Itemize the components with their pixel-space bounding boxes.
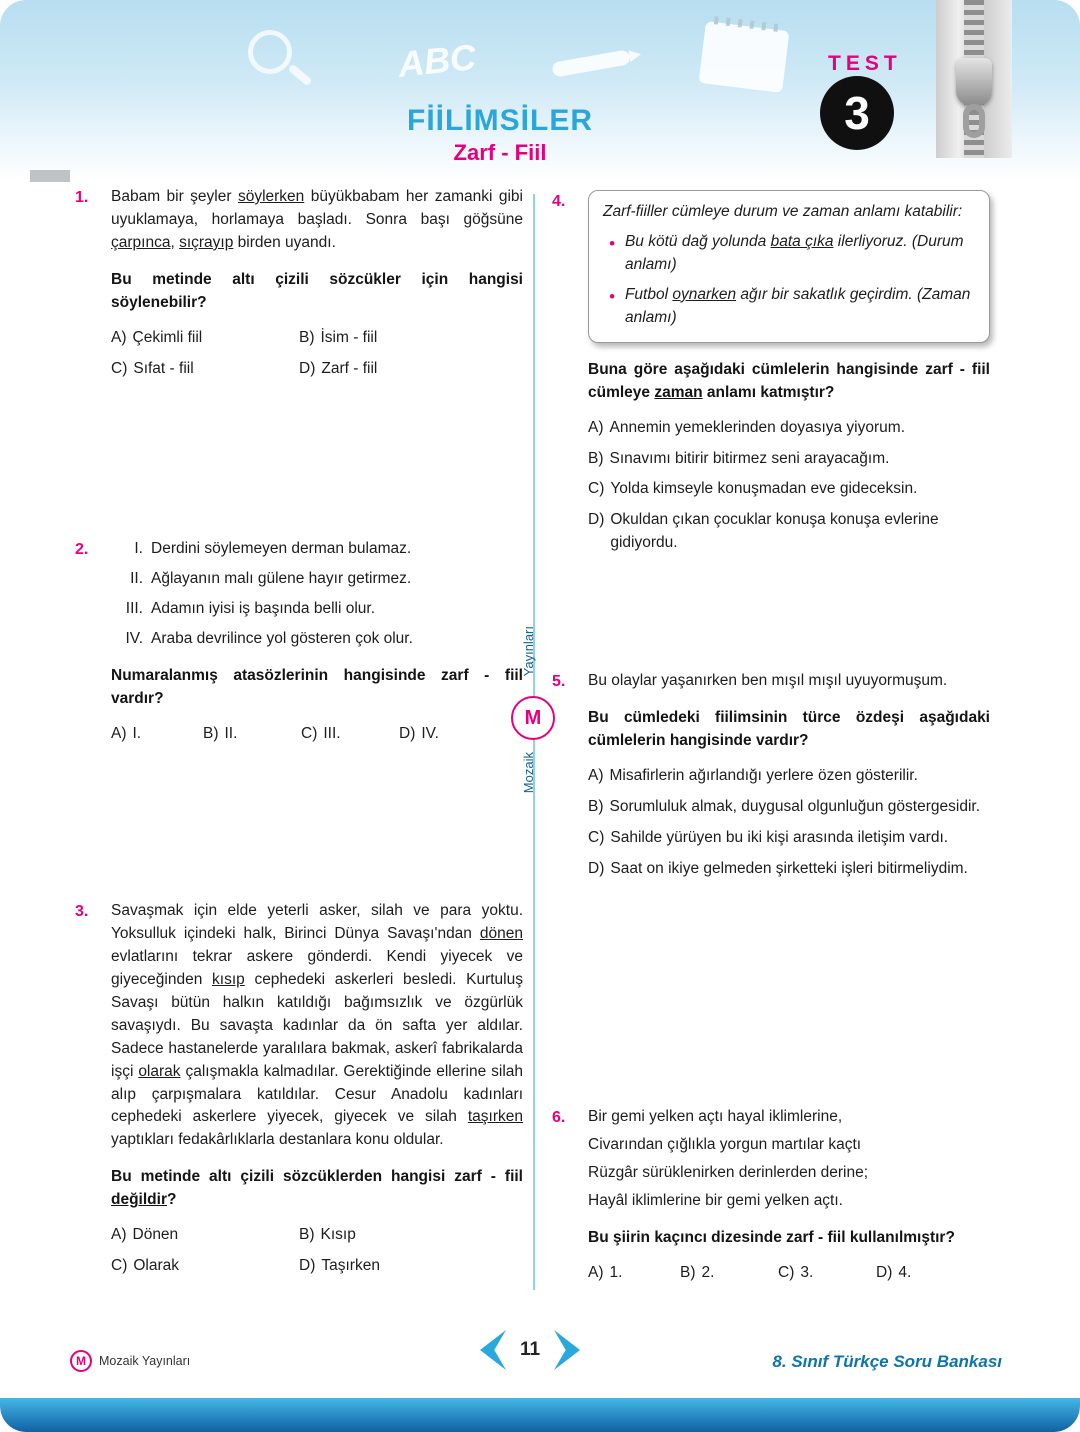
- zipper-pull: [963, 104, 985, 138]
- option-letter: A): [588, 766, 604, 784]
- option-c: [588, 827, 990, 850]
- option-letter: D): [588, 859, 605, 877]
- option-letter: C): [111, 359, 128, 377]
- option-c: [111, 1255, 299, 1278]
- book-title: 8. Sınıf Türkçe Soru Bankası: [772, 1352, 1002, 1371]
- option-b: [588, 448, 990, 471]
- bullet-text: Futbol oynarken ağır bir sakatlık geçirdim. (Zaman anlamı): [624, 285, 971, 326]
- bottom-color-bar: [0, 1398, 1080, 1432]
- option-text: Misafirlerin ağırlandığı yerlere özen gösterilir.: [609, 766, 918, 784]
- option-text: Sorumluluk almak, duygusal olgunluğun göstergesidir.: [609, 797, 980, 815]
- bullet-icon: •: [609, 233, 615, 253]
- option-letter: A): [588, 418, 604, 436]
- options: [588, 1262, 990, 1293]
- option-letter: A): [111, 328, 127, 346]
- side-publisher-word-top: Yayınları: [521, 626, 536, 677]
- poem-line: Bir gemi yelken açtı hayal iklimlerine,: [588, 1108, 843, 1125]
- question-number: 6.: [552, 1109, 566, 1126]
- option-d: [299, 1255, 523, 1278]
- option-b: [680, 1262, 778, 1285]
- question-number: 3.: [75, 903, 89, 920]
- option-d: [876, 1262, 990, 1285]
- side-publisher-word-bottom: Mozaik: [521, 752, 536, 794]
- question-3: [75, 900, 523, 1286]
- roman-numeral: II.: [130, 569, 143, 587]
- options: [111, 723, 523, 754]
- pencil-tip: [628, 48, 642, 62]
- option-text: III.: [323, 724, 341, 742]
- option-c: [588, 478, 990, 501]
- magnifier-icon: [248, 30, 292, 74]
- option-b: [299, 1224, 523, 1247]
- option-letter: D): [588, 511, 605, 529]
- question-6: [552, 1106, 990, 1293]
- option-letter: C): [588, 480, 605, 498]
- option-a: [588, 765, 990, 788]
- list-item-text: Derdini söylemeyen derman bulamaz.: [151, 540, 412, 557]
- option-a: [111, 723, 203, 746]
- roman-numeral: III.: [125, 599, 143, 617]
- option-text: 4.: [898, 1263, 912, 1281]
- bullet-icon: •: [609, 286, 615, 306]
- option-letter: C): [301, 724, 318, 742]
- question-prompt: Bu şiirin kaçıncı dizesinde zarf - fiil kullanılmıştır?: [588, 1228, 955, 1246]
- poem-line: Hayâl iklimlerine bir gemi yelken açtı.: [588, 1191, 843, 1209]
- info-box: [588, 190, 990, 343]
- list-item-text: Araba devrilince yol gösteren çok olur.: [151, 629, 413, 647]
- list-item-text: Ağlayanın malı gülene hayır getirmez.: [151, 569, 412, 587]
- footer-publisher: [70, 1350, 190, 1372]
- option-letter: B): [299, 1226, 315, 1244]
- notepad-rings: [714, 16, 782, 32]
- option-letter: C): [778, 1263, 795, 1281]
- test-number-badge: 3: [820, 76, 894, 150]
- page-number: 11: [506, 1331, 554, 1369]
- options: [588, 417, 990, 556]
- option-a: [111, 1224, 299, 1247]
- list-item-text: Adamın iyisi iş başında belli olur.: [151, 599, 376, 617]
- info-box-bullet: [603, 231, 975, 277]
- info-box-bullet: [603, 284, 975, 330]
- option-text: Sınavımı bitirir bitirmez seni arayacağım.: [609, 449, 890, 467]
- info-box-intro: Zarf-fiiller cümleye durum ve zaman anlamı katabilir:: [603, 203, 963, 220]
- options: [111, 327, 523, 389]
- question-prompt: Bu cümledeki fiilimsinin türce özdeşi aşağıdaki cümlelerin hangisinde vardır?: [588, 708, 990, 749]
- magnifier-handle: [287, 64, 312, 87]
- bullet-text: Bu kötü dağ yolunda bata çıka ilerliyoruz. (Durum anlamı): [624, 232, 964, 273]
- question-text: Savaşmak için elde yeterli asker, silah ve para yoktu. Yoksulluk içindeki halk, Birinci Dünya Savaşı'ndan dönen evlatlarını tekrar askere gönderdi. Kendi yiyecek ve giyeceğinden kısıp cephedeki askerleri besledi. Kurtuluş Savaşı bütün halkın katıldığı bağımsızlık ve özgürlük savaşıydı. Bu savaşta kadınlar da ön safta yer aldılar. Sadece hastanelerde yaralılara bakmak, askerî fabrikalarda işçi olarak çalışmakla kalmadılar. Gerektiğinde ellerine silah alıp çarpışmalara katıldılar. Cesur Anadolu kadınları cephedeki askerlere yiyecek, giyecek ve silah taşırken yaptıkları fedakârlıklarla destanlara konu oldular.: [111, 902, 523, 1149]
- option-text: Dönen: [132, 1226, 179, 1244]
- question-number: 2.: [75, 541, 89, 558]
- question-number: 1.: [75, 189, 89, 206]
- option-letter: C): [588, 828, 605, 846]
- option-letter: B): [680, 1263, 696, 1281]
- option-letter: A): [588, 1263, 604, 1281]
- notepad-icon: [699, 21, 790, 93]
- option-text: İsim - fiil: [320, 328, 378, 346]
- zipper-slider: [956, 58, 992, 106]
- publisher-name: Mozaik Yayınları: [99, 1354, 191, 1368]
- option-b: [299, 327, 523, 350]
- publisher-logo-small: M: [70, 1350, 92, 1372]
- option-d: [399, 723, 523, 746]
- column-divider: [533, 194, 535, 1290]
- option-b: [588, 796, 990, 819]
- option-text: 1.: [609, 1263, 623, 1281]
- abc-icon: ABC: [396, 36, 478, 85]
- option-letter: D): [299, 359, 316, 377]
- option-letter: A): [111, 1226, 127, 1244]
- option-text: Olarak: [133, 1257, 180, 1275]
- option-a: [588, 1262, 680, 1285]
- option-letter: D): [299, 1257, 316, 1275]
- option-text: Kısıp: [320, 1226, 356, 1244]
- option-letter: D): [876, 1263, 893, 1281]
- option-a: [588, 417, 990, 440]
- option-text: Taşırken: [321, 1257, 380, 1275]
- chevron-right-icon: [554, 1330, 580, 1370]
- question-text: Babam bir şeyler söylerken büyükbabam her zamanki gibi uyuklamaya, horlamaya başladı. Sonra başı göğsüne çarpınca, sıçrayıp birden uyandı.: [111, 188, 523, 251]
- chevron-left-icon: [480, 1330, 506, 1370]
- option-text: Annemin yemeklerinden doyasıya yiyorum.: [609, 418, 905, 436]
- poem-line: Rüzgâr sürüklenirken derinlerden derine;: [588, 1163, 869, 1181]
- option-letter: B): [203, 724, 219, 742]
- option-letter: B): [588, 797, 604, 815]
- options: [588, 765, 990, 881]
- option-text: Saat on ikiye gelmeden şirketteki işleri bitirmeliydim.: [610, 859, 968, 877]
- list-item: [111, 538, 523, 561]
- option-letter: C): [111, 1257, 128, 1275]
- option-text: Sahilde yürüyen bu iki kişi arasında iletişim vardı.: [610, 828, 949, 846]
- list-item: [111, 598, 523, 621]
- question-prompt: Buna göre aşağıdaki cümlelerin hangisinde zarf - fiil cümleye zaman anlamı katmıştır?: [588, 360, 990, 401]
- option-text: Zarf - fiil: [321, 359, 378, 377]
- option-text: Okuldan çıkan çocuklar konuşa konuşa evlerine gidiyordu.: [610, 511, 939, 552]
- option-b: [203, 723, 301, 746]
- option-text: Yolda kimseyle konuşmadan eve gideceksin.: [610, 480, 918, 498]
- pencil-icon: [551, 49, 630, 77]
- question-prompt: Bu metinde altı çizili sözcüklerden hangisi zarf - fiil değildir?: [111, 1168, 523, 1209]
- question-text: Bu olaylar yaşanırken ben mışıl mışıl uyuyormuşum.: [588, 672, 948, 689]
- option-a: [111, 327, 299, 350]
- option-text: 3.: [800, 1263, 814, 1281]
- list-item: [111, 628, 523, 651]
- question-5: [552, 670, 990, 889]
- question-2: [75, 538, 523, 754]
- page-subtitle: Zarf - Fiil: [453, 140, 547, 165]
- option-letter: A): [111, 724, 127, 742]
- option-text: 2.: [701, 1263, 715, 1281]
- option-letter: B): [588, 449, 604, 467]
- option-d: [588, 858, 990, 881]
- question-prompt: Numaralanmış atasözlerinin hangisinde zarf - fiil vardır?: [111, 666, 523, 707]
- page-title: FİİLİMSİLER: [407, 104, 593, 137]
- edge-tab: [30, 170, 70, 182]
- roman-numeral: I.: [134, 540, 143, 557]
- zipper-graphic: [930, 0, 1018, 180]
- option-text: IV.: [421, 724, 439, 742]
- option-text: Çekimli fiil: [132, 328, 203, 346]
- test-label: TEST: [828, 52, 902, 75]
- option-d: [588, 509, 990, 555]
- option-c: [301, 723, 399, 746]
- option-c: [111, 358, 299, 381]
- page-header: [0, 0, 1080, 180]
- question-number: 5.: [552, 673, 566, 690]
- question-1: [75, 186, 523, 389]
- question-number: 4.: [552, 193, 566, 210]
- question-prompt: Bu metinde altı çizili sözcükler için hangisi söylenebilir?: [111, 270, 523, 311]
- option-letter: B): [299, 328, 315, 346]
- option-d: [299, 358, 523, 381]
- question-4: [552, 190, 990, 563]
- list-item: [111, 568, 523, 591]
- option-text: II.: [224, 724, 238, 742]
- roman-numeral: IV.: [125, 629, 143, 647]
- option-text: Sıfat - fiil: [133, 359, 194, 377]
- option-text: I.: [132, 724, 142, 742]
- option-c: [778, 1262, 876, 1285]
- options: [111, 1224, 523, 1286]
- publisher-logo: M: [511, 696, 555, 740]
- poem-line: Civarından çığlıkla yorgun martılar kaçtı: [588, 1135, 862, 1153]
- option-letter: D): [399, 724, 416, 742]
